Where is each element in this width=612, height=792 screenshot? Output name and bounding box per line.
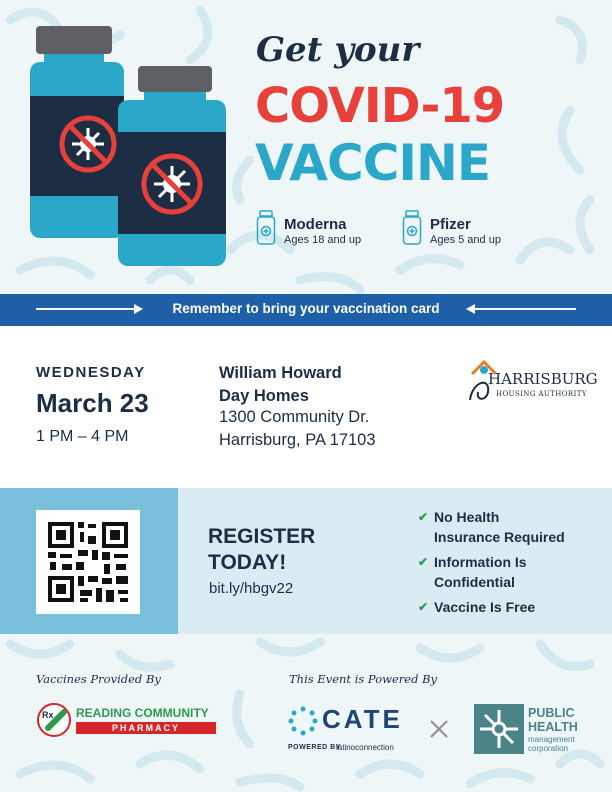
pharmacy-name: READING COMMUNITY	[76, 706, 209, 720]
reminder-text: Remember to bring your vaccination card	[172, 301, 440, 316]
powered-label: This Event is Powered By	[289, 672, 438, 686]
cate-name: CATE	[322, 704, 403, 734]
benefit-line: Vaccine Is Free	[434, 599, 536, 615]
brand-name: Pfizer	[430, 216, 471, 233]
benefit-item	[418, 553, 608, 592]
checkmark-icon: ✔	[418, 555, 429, 569]
vial-outline-icon	[256, 210, 276, 246]
benefit-item	[418, 598, 608, 618]
phm-subtitle	[528, 735, 575, 753]
benefit-line: Information Is	[434, 554, 527, 570]
vial-outline-icon	[402, 210, 422, 246]
brand-name: Moderna	[284, 216, 347, 233]
venue-line: Day Homes	[219, 387, 309, 405]
event-day: WEDNESDAY	[36, 364, 146, 381]
phm-title-line: PUBLIC	[528, 706, 575, 720]
event-address	[219, 406, 376, 452]
phm-title-line: HEALTH	[528, 720, 578, 734]
cate-powered: POWERED BY	[288, 744, 341, 751]
brand-age: Ages 18 and up	[284, 234, 362, 246]
register-link[interactable]: bit.ly/hbgv22	[209, 580, 294, 597]
logo-name: HARRISBURG	[488, 370, 598, 388]
cate-logo	[288, 702, 418, 756]
checkmark-icon: ✔	[418, 510, 429, 524]
register-title-line: REGISTER	[208, 525, 316, 548]
title-vaccine: VACCINE	[255, 134, 490, 192]
phm-logo-mark	[474, 704, 524, 754]
benefit-item	[418, 508, 608, 547]
phm-subtitle-line: corporation	[528, 744, 569, 753]
phm-subtitle-line: management	[528, 735, 575, 744]
register-section	[0, 488, 612, 634]
brand-age: Ages 5 and up	[430, 234, 501, 246]
provided-label: Vaccines Provided By	[36, 672, 161, 686]
arrow-left-icon	[472, 308, 576, 310]
register-title-line: TODAY!	[208, 551, 287, 574]
svg-text:Rx: Rx	[42, 710, 54, 720]
event-venue	[219, 362, 342, 408]
public-health-management-logo	[474, 704, 584, 756]
cate-dots-icon	[288, 706, 318, 736]
venue-line: William Howard	[219, 364, 342, 382]
vaccine-vial-icon	[114, 66, 232, 272]
benefits-list	[418, 508, 608, 624]
benefit-line: No Health	[434, 509, 500, 525]
times-icon	[428, 718, 450, 740]
title-covid: COVID-19	[255, 78, 505, 134]
cate-partner: latinoconnection	[336, 743, 394, 752]
checkmark-icon: ✔	[418, 600, 429, 614]
phm-title	[528, 706, 578, 734]
event-info	[0, 326, 612, 488]
pharmacy-subname: PHARMACY	[111, 723, 180, 733]
event-time: 1 PM – 4 PM	[36, 428, 129, 445]
qr-code-image	[36, 510, 140, 614]
reading-community-pharmacy-logo	[36, 702, 226, 738]
reminder-banner	[0, 294, 612, 326]
sponsors-footer	[0, 634, 612, 792]
benefit-line: Insurance Required	[434, 528, 565, 545]
benefit-line: Confidential	[434, 573, 515, 590]
people-network-icon	[474, 704, 524, 754]
address-line: 1300 Community Dr.	[219, 408, 370, 426]
logo-subtitle: HOUSING AUTHORITY	[496, 390, 587, 398]
rx-logo-icon	[36, 702, 72, 738]
title-get-your: Get your	[256, 30, 420, 70]
address-line: Harrisburg, PA 17103	[219, 431, 376, 449]
register-title	[208, 524, 315, 576]
harrisburg-housing-logo	[466, 352, 598, 406]
hero-section	[0, 0, 612, 294]
event-date: March 23	[36, 388, 149, 418]
qr-code[interactable]	[36, 510, 140, 614]
